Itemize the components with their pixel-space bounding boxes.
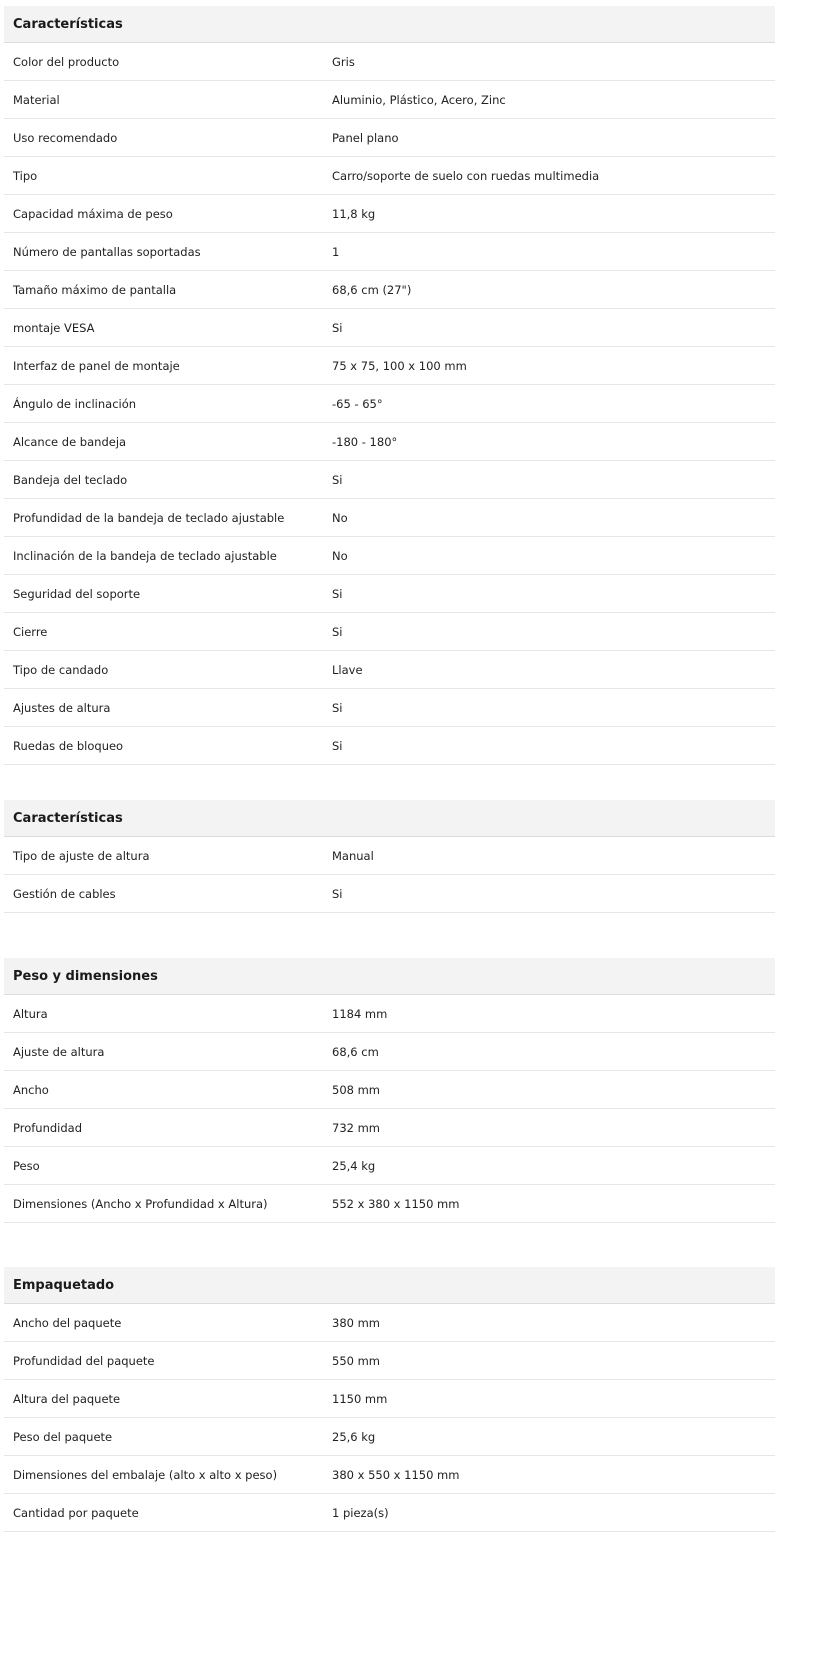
spec-row xyxy=(4,727,775,765)
spec-row xyxy=(4,689,775,727)
spec-label: Cierre xyxy=(13,624,48,639)
spec-value: 1184 mm xyxy=(332,1006,388,1021)
spec-row xyxy=(4,157,775,195)
spec-row xyxy=(4,43,775,81)
spec-row xyxy=(4,499,775,537)
spec-value: Si xyxy=(332,738,343,753)
spec-label: Peso del paquete xyxy=(13,1429,113,1444)
spec-label: Uso recomendado xyxy=(13,130,118,145)
spec-value: Si xyxy=(332,624,343,639)
spec-label: Profundidad del paquete xyxy=(13,1353,155,1368)
spec-value: 75 x 75, 100 x 100 mm xyxy=(332,358,467,373)
spec-value: Aluminio, Plástico, Acero, Zinc xyxy=(332,92,506,107)
spec-value: -180 - 180° xyxy=(332,434,398,449)
spec-row xyxy=(4,271,775,309)
spec-value: 550 mm xyxy=(332,1353,381,1368)
spec-value: 380 x 550 x 1150 mm xyxy=(332,1467,460,1482)
spec-label: Altura xyxy=(13,1006,48,1021)
spec-label: montaje VESA xyxy=(13,320,95,335)
spec-label: Bandeja del teclado xyxy=(13,472,128,487)
spec-value: Panel plano xyxy=(332,130,399,145)
spec-row xyxy=(4,651,775,689)
spec-row xyxy=(4,423,775,461)
spec-value: Si xyxy=(332,472,343,487)
spec-row xyxy=(4,1494,775,1532)
spec-row xyxy=(4,1033,775,1071)
spec-value: Si xyxy=(332,586,343,601)
spec-value: 552 x 380 x 1150 mm xyxy=(332,1196,460,1211)
spec-label: Color del producto xyxy=(13,54,120,69)
spec-value: 68,6 cm (27") xyxy=(332,282,412,297)
spec-value: 25,6 kg xyxy=(332,1429,376,1444)
spec-section xyxy=(4,6,775,765)
spec-section xyxy=(4,800,775,913)
spec-row xyxy=(4,613,775,651)
spec-row xyxy=(4,1418,775,1456)
spec-row xyxy=(4,81,775,119)
spec-label: Dimensiones del embalaje (alto x alto x peso) xyxy=(13,1467,278,1482)
spec-row xyxy=(4,461,775,499)
spec-row xyxy=(4,1456,775,1494)
spec-value: Si xyxy=(332,320,343,335)
spec-row xyxy=(4,1109,775,1147)
spec-row xyxy=(4,1071,775,1109)
spec-label: Profundidad xyxy=(13,1120,83,1135)
spec-label: Ángulo de inclinación xyxy=(13,396,137,411)
spec-row xyxy=(4,1185,775,1223)
spec-label: Profundidad de la bandeja de teclado ajustable xyxy=(13,510,285,525)
spec-value: 68,6 cm xyxy=(332,1044,379,1059)
spec-value: Si xyxy=(332,700,343,715)
spec-label: Capacidad máxima de peso xyxy=(13,206,173,221)
spec-label: Tamaño máximo de pantalla xyxy=(13,282,177,297)
spec-value: -65 - 65° xyxy=(332,396,383,411)
spec-label: Inclinación de la bandeja de teclado ajustable xyxy=(13,548,277,563)
spec-row xyxy=(4,1304,775,1342)
spec-value: 732 mm xyxy=(332,1120,381,1135)
spec-label: Número de pantallas soportadas xyxy=(13,244,201,259)
spec-value: 508 mm xyxy=(332,1082,381,1097)
spec-label: Altura del paquete xyxy=(13,1391,121,1406)
spec-label: Tipo de ajuste de altura xyxy=(13,848,150,863)
spec-label: Dimensiones (Ancho x Profundidad x Altura) xyxy=(13,1196,268,1211)
spec-row xyxy=(4,195,775,233)
spec-row xyxy=(4,1342,775,1380)
spec-value: 11,8 kg xyxy=(332,206,376,221)
spec-row xyxy=(4,233,775,271)
section-title: Empaquetado xyxy=(4,1267,775,1304)
spec-row xyxy=(4,309,775,347)
spec-label: Ancho del paquete xyxy=(13,1315,122,1330)
spec-label: Alcance de bandeja xyxy=(13,434,127,449)
spec-section xyxy=(4,1267,775,1532)
section-title: Características xyxy=(4,6,775,43)
spec-value: Carro/soporte de suelo con ruedas multimedia xyxy=(332,168,600,183)
spec-row xyxy=(4,995,775,1033)
spec-value: 25,4 kg xyxy=(332,1158,376,1173)
spec-row xyxy=(4,385,775,423)
spec-label: Cantidad por paquete xyxy=(13,1505,139,1520)
spec-value: 1 xyxy=(332,244,340,259)
section-title: Características xyxy=(4,800,775,837)
spec-section xyxy=(4,958,775,1223)
spec-label: Interfaz de panel de montaje xyxy=(13,358,180,373)
spec-value: Manual xyxy=(332,848,374,863)
spec-value: Llave xyxy=(332,662,363,677)
spec-label: Material xyxy=(13,92,60,107)
spec-row xyxy=(4,347,775,385)
spec-label: Ajuste de altura xyxy=(13,1044,105,1059)
spec-row xyxy=(4,575,775,613)
spec-value: Si xyxy=(332,886,343,901)
spec-label: Seguridad del soporte xyxy=(13,586,141,601)
spec-row xyxy=(4,1147,775,1185)
spec-label: Ancho xyxy=(13,1082,49,1097)
spec-row xyxy=(4,537,775,575)
spec-value: No xyxy=(332,548,348,563)
spec-value: 1 pieza(s) xyxy=(332,1505,389,1520)
spec-label: Ruedas de bloqueo xyxy=(13,738,124,753)
spec-row xyxy=(4,119,775,157)
spec-label: Tipo de candado xyxy=(13,662,109,677)
spec-row xyxy=(4,875,775,913)
spec-label: Ajustes de altura xyxy=(13,700,111,715)
spec-label: Gestión de cables xyxy=(13,886,116,901)
spec-label: Tipo xyxy=(13,168,38,183)
spec-row xyxy=(4,837,775,875)
spec-value: 380 mm xyxy=(332,1315,381,1330)
spec-label: Peso xyxy=(13,1158,40,1173)
section-title: Peso y dimensiones xyxy=(4,958,775,995)
spec-value: No xyxy=(332,510,348,525)
spec-value: Gris xyxy=(332,54,355,69)
spec-value: 1150 mm xyxy=(332,1391,388,1406)
spec-row xyxy=(4,1380,775,1418)
